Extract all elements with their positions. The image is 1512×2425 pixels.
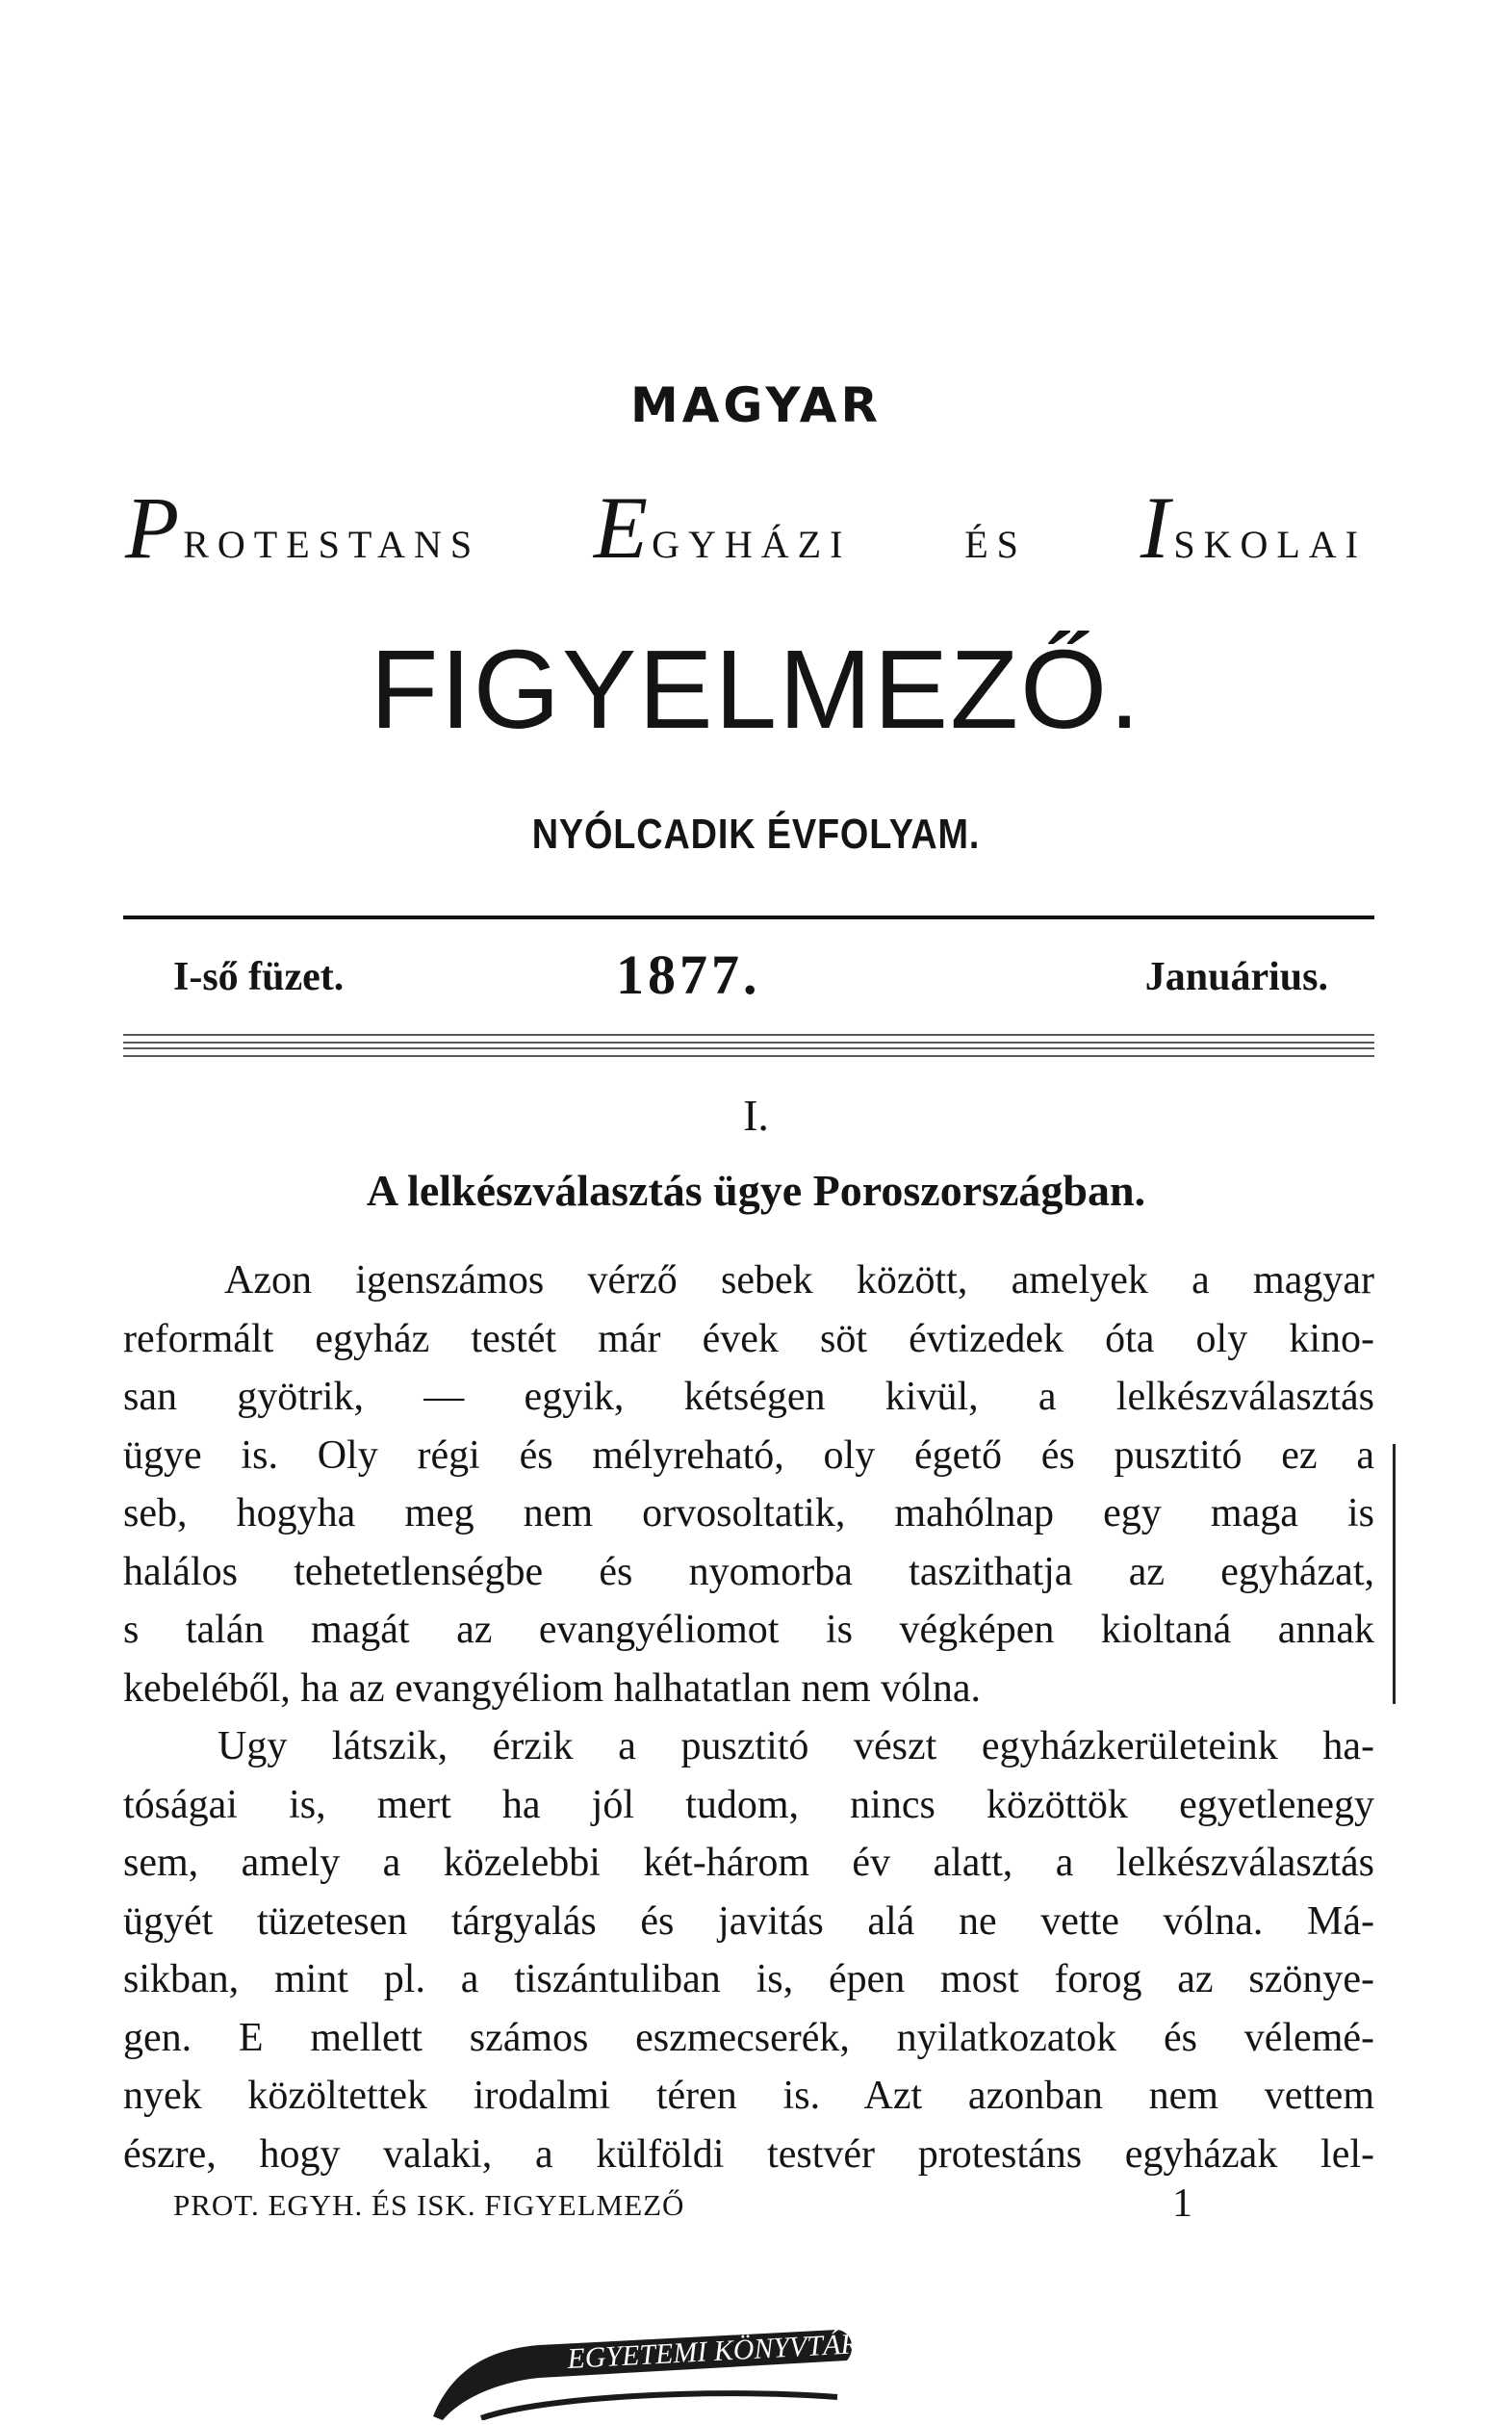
subtitle-word-3: ÉS <box>964 523 1027 566</box>
text-line: sikban, mint pl. a tiszántuliban is, épen most forog az szönye- <box>123 1957 1374 2001</box>
subtitle-word-1: PROTESTANS <box>125 478 481 577</box>
text-line: reformált egyház testét már évek söt évtizedek óta oly kino- <box>123 1316 1374 1361</box>
section-number: I. <box>743 1091 769 1140</box>
text-line: Ugy látszik, érzik a pusztitó vészt egyházkerületeink ha- <box>218 1724 1374 1768</box>
text-line: gen. E mellett számos eszmecserék, nyilatkozatok és vélemé- <box>123 2015 1374 2060</box>
paragraph-1 <box>123 1251 1374 1717</box>
stamp-text: EGYETEMI KÖNYVTÁR <box>566 2328 859 2375</box>
text-line: seb, hogyha meg nem orvosoltatik, mahólnap egy maga is <box>123 1491 1374 1535</box>
issue-year: 1877. <box>616 943 761 1006</box>
subtitle-word-2: EGYHÁZI <box>593 478 852 577</box>
margin-mark <box>1393 1444 1396 1704</box>
library-stamp <box>423 2310 866 2420</box>
issue-line <box>173 943 1328 1006</box>
text-line: kebeléből, ha az evangyéliom halhatatlan nem vólna. <box>123 1665 981 1711</box>
text-line: ügye is. Oly régi és mélyreható, oly égető és pusztitó ez a <box>123 1432 1374 1478</box>
text-line: s talán magát az evangyéliomot is végképen kioltaná annak <box>123 1608 1374 1652</box>
text-line: ügyét tüzetesen tárgyalás és javitás alá ne vette vólna. Má- <box>123 1898 1374 1944</box>
article-title: A lelkészválasztás ügye Poroszországban. <box>366 1166 1146 1215</box>
text-line: Azon igenszámos vérző sebek között, amelyek a magyar <box>224 1258 1374 1303</box>
masthead-title: MAGYAR <box>629 377 882 433</box>
issue-month: Januárius. <box>1144 955 1328 999</box>
header-rule <box>123 916 1374 919</box>
issue-number: I-ső füzet. <box>173 955 345 999</box>
wavy-divider <box>123 1032 1374 1059</box>
text-line: észre, hogy valaki, a külföldi testvér protestáns egyházak lel- <box>123 2131 1374 2177</box>
text-line: san gyötrik, — egyik, kétségen kivül, a lelkészválasztás <box>123 1375 1374 1419</box>
text-line: nyek közöltettek irodalmi téren is. Azt azonban nem vettem <box>123 2074 1374 2118</box>
text-line: halálos tehetetlenségbe és nyomorba taszithatja az egyházat, <box>123 1549 1374 1594</box>
subtitle-word-4: ISKOLAI <box>1140 478 1367 577</box>
article-body <box>123 1251 1374 2183</box>
journal-title: FIGYELMEZŐ. <box>370 627 1142 752</box>
page-number: 1 <box>1172 2181 1193 2226</box>
paragraph-2 <box>123 1717 1374 2183</box>
running-title: PROT. EGYH. ÉS ISK. FIGYELMEZŐ <box>173 2188 685 2222</box>
subtitle-line <box>125 478 1367 577</box>
text-line: tóságai is, mert ha jól tudom, nincs közöttök egyetlenegy <box>123 1782 1374 1827</box>
text-line: sem, amely a közelebbi két-három év alatt, a lelkészválasztás <box>123 1841 1374 1885</box>
volume-label: NYÓLCADIK ÉVFOLYAM. <box>531 811 981 858</box>
